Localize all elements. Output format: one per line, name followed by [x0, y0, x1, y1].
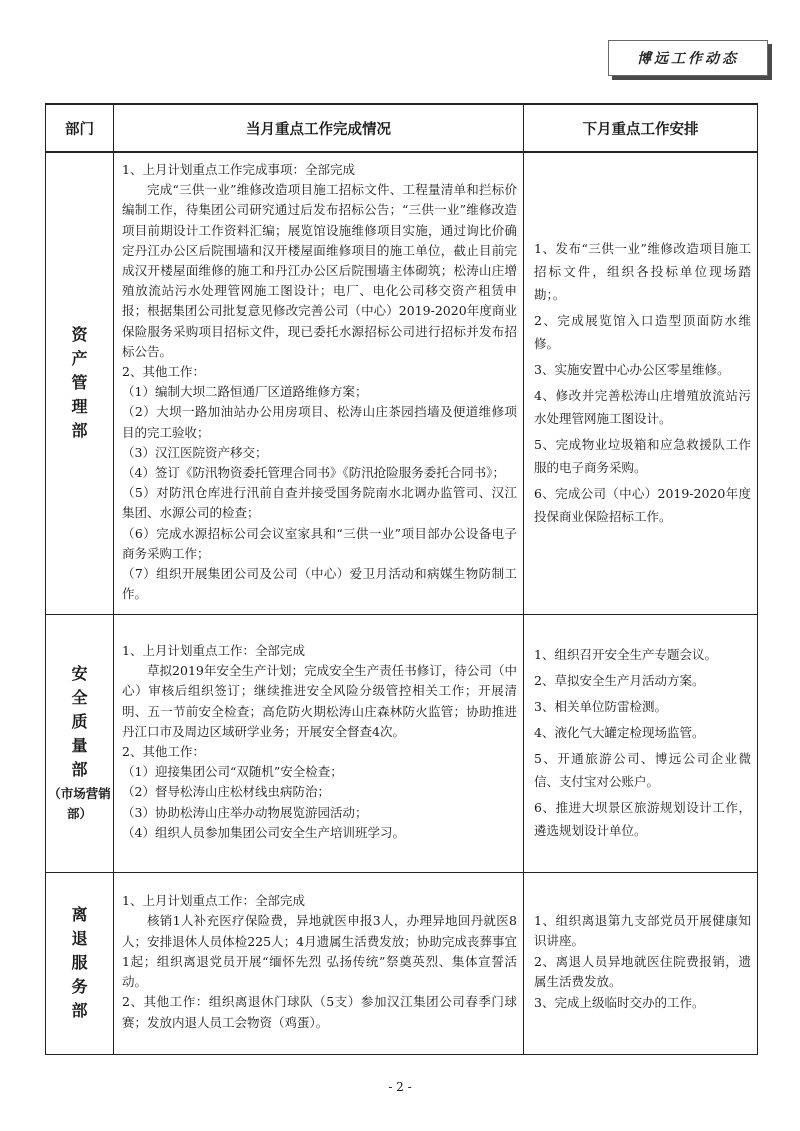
plan-item: 3、完成上级临时交办的工作。 [534, 995, 705, 1010]
plan-item: 6、完成公司（中心）2019-2020年度投保商业保险招标工作。 [534, 485, 751, 524]
plan-item: 5、完成物业垃圾箱和应急救援队工作服的电子商务采购。 [534, 436, 751, 475]
header-next-plan: 下月重点工作安排 [524, 104, 758, 152]
plan-item: 2、完成展览馆入口造型顶面防水维修。 [534, 312, 751, 351]
department-cell [46, 152, 114, 614]
table-row-asset-management [46, 152, 758, 614]
department-name: 离 退 服 务 部 [71, 905, 88, 1020]
plan-item: 4、液化气大罐定检现场监管。 [534, 724, 705, 740]
department-subname: （市场营销部） [48, 786, 111, 821]
plan-item: 1、组织离退第九支部党员开展健康知识讲座。 [534, 913, 751, 948]
plan-item: 5、开通旅游公司、博远公司企业微信、支付宝对公账户。 [534, 750, 751, 789]
work-item: 1、上月计划重点工作：全部完成 [122, 642, 305, 658]
current-work-cell [114, 614, 524, 872]
work-item: （1）编制大坝二路恒通厂区道路维修方案； [122, 384, 368, 400]
current-work-cell [114, 872, 524, 1054]
next-plan-cell [524, 872, 758, 1054]
work-item: 1、上月计划重点工作完成事项：全部完成 [122, 162, 355, 178]
work-item: 草拟2019年安全生产计划；完成安全生产责任书修订，待公司（中心）审核后组织签订；继续推进安全风险分级管控相关工作；开展清明、五一节前安全检查；高危防火期松涛山庄森林防火监管；协助推进丹江口市及周边区域研学业务；开展安全督查4次。 [122, 663, 517, 739]
work-item: （3）协助松涛山庄举办动物展览游园活动； [122, 804, 368, 820]
work-item: （5）对防汛仓库进行汛前自查并接受国务院南水北调办监管司、汉江集团、水源公司的检查； [122, 485, 517, 521]
work-item: （4）组织人员参加集团公司安全生产培训班学习。 [122, 824, 405, 840]
department-name: 资 产 管 理 部 [71, 325, 88, 441]
current-work-cell [114, 152, 524, 614]
plan-item: 1、发布“三供一业”维修改造项目施工招标文件，组织各投标单位现场踏勘；。 [534, 240, 751, 302]
plan-item: 3、实施安置中心办公区零星维修。 [534, 361, 730, 377]
work-item: 核销1人补充医疗保险费，异地就医申报3人，办理异地回丹就医8人；安排退休人员体检225人；4月遗属生活费发放；协助完成丧葬事宜1起；组织离退党员开展“缅怀先烈 弘扬传统”祭奠英烈、集体宣誓活动。 [122, 913, 517, 990]
next-plan-cell [524, 152, 758, 614]
work-item: 1、上月计划重点工作：全部完成 [122, 893, 305, 909]
next-plan-cell [524, 614, 758, 872]
plan-item: 1、组织召开安全生产专题会议。 [534, 646, 717, 662]
header-department: 部门 [46, 104, 114, 152]
work-item: （1）迎接集团公司“双随机”安全检查； [122, 764, 343, 780]
plan-item: 4、修改并完善松涛山庄增殖放流站污水处理管网施工图设计。 [534, 387, 751, 426]
work-item: （2）大坝一路加油站办公用房项目、松涛山庄茶园挡墙及便道维修项目的完工验收； [122, 404, 517, 440]
table-row-safety-quality [46, 614, 758, 872]
plan-item: 2、草拟安全生产月活动方案。 [534, 672, 705, 688]
work-report-table [45, 103, 758, 1055]
work-item: 2、其他工作： [122, 744, 205, 759]
header-current-work: 当月重点工作完成情况 [114, 104, 524, 152]
plan-item: 6、推进大坝景区旅游规划设计工作，遴选规划设计单位。 [534, 799, 751, 838]
work-item: 2、其他工作：组织离退休门球队（5支）参加汉江集团公司春季门球赛；发放内退人员工会物资（鸡蛋）。 [122, 994, 517, 1030]
work-item: （2）督导松涛山庄松材线虫病防治； [122, 784, 330, 800]
section-badge: 博远工作动态 [608, 40, 768, 76]
work-item: （3）汉江医院资产移交； [122, 444, 268, 460]
work-item: 完成“三供一业”维修改造项目施工招标文件、工程量清单和拦标价编制工作，待集团公司研究通过后发布招标公告；“三供一业”维修改造项目前期设计工作资料汇编；展览馆设施维修项目实施，通过询比价确定丹江办公区后院围墙和汉开楼屋面维修项目的施工单位，截止目前完成汉开楼屋面维修的施工和丹江办公区后院围墙主体砌筑；松涛山庄增殖放流站污水处理管网施工图设计；电厂、电化公司移交资产租赁申报；根据集团公司批复意见修改完善公司（中心）2019-2020年度商业保险服务采购项目招标文件，现已委托水源招标公司进行招标并发布招标公告。 [122, 182, 517, 359]
work-item: 2、其他工作： [122, 364, 205, 380]
plan-item: 2、离退人员异地就医住院费报销，遗属生活费发放。 [534, 954, 751, 989]
work-item: （4）签订《防汛物资委托管理合同书》《防汛抢险服务委托合同书》； [122, 465, 505, 481]
department-name: 安 全 质 量 部 [71, 664, 88, 779]
table-row-retiree-services [46, 872, 758, 1054]
work-item: （7）组织开展集团公司及公司（中心）爱卫月活动和病媒生物防制工作。 [122, 566, 517, 602]
page-number: - 2 - [388, 1080, 412, 1094]
department-cell [46, 872, 114, 1054]
plan-item: 3、相关单位防雷检测。 [534, 698, 667, 714]
department-cell [46, 614, 114, 872]
work-item: （6）完成水源招标公司会议室家具和“三供一业”项目部办公设备电子商务采购工作； [122, 525, 517, 561]
table-header-row [46, 104, 758, 152]
